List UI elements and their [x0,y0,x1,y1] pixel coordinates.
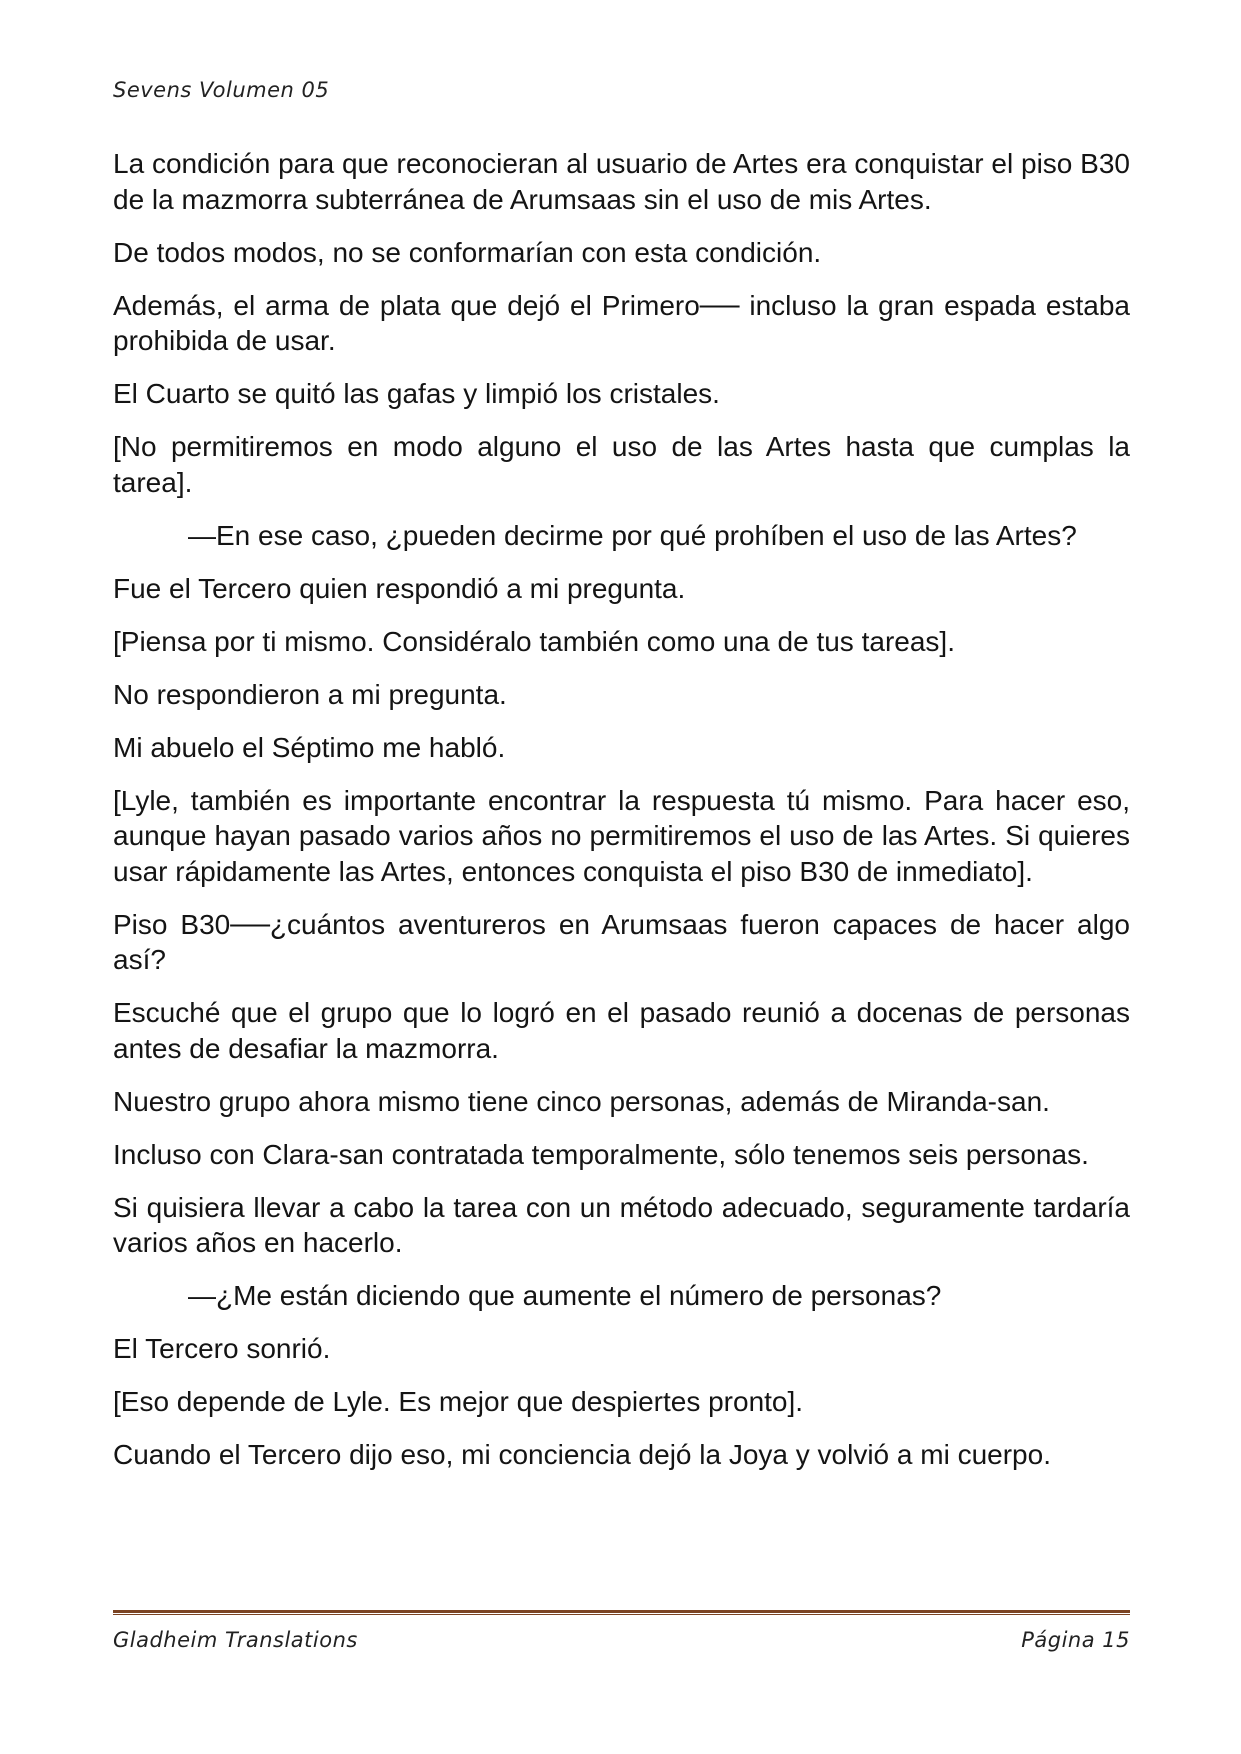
running-header: Sevens Volumen 05 [113,78,330,102]
paragraph: No respondieron a mi pregunta. [113,678,507,710]
paragraph: [Lyle, también es importante encontrar la respuesta tú mismo. Para hacer eso, aunque hayan pasado varios años no permitiremos el uso de las Artes. Si quieres usar rápidamente las Artes, entonces conquista el piso B30 de inmediato]. [113,784,1130,887]
paragraph: Piso B30──¿cuántos aventureros en Arumsaas fueron capaces de hacer algo así? [113,908,1130,975]
paragraph: De todos modos, no se conformarían con esta condición. [113,236,822,268]
paragraph: [No permitiremos en modo alguno el uso de las Artes hasta que cumplas la tarea]. [113,431,1130,498]
paragraph: Nuestro grupo ahora mismo tiene cinco personas, además de Miranda-san. [113,1085,1050,1117]
dialogue-line: —En ese caso, ¿pueden decirme por qué prohíben el uso de las Artes? [188,519,1077,551]
paragraph: El Tercero sonrió. [113,1333,331,1364]
paragraph: Escuché que el grupo que lo logró en el pasado reunió a docenas de personas antes de desafiar la mazmorra. [113,997,1130,1064]
paragraph: Cuando el Tercero dijo eso, mi conciencia dejó la Joya y volvió a mi cuerpo. [113,1439,1051,1470]
paragraph: Fue el Tercero quien respondió a mi pregunta. [113,572,686,604]
paragraph: La condición para que reconocieran al usuario de Artes era conquistar el piso B30 de la mazmorra subterránea de Arumsaas sin el uso de mis Artes. [113,148,1130,215]
footer-divider [113,1610,1130,1615]
body-text [113,146,1130,1490]
paragraph: Incluso con Clara-san contratada temporalmente, sólo tenemos seis personas. [113,1138,1089,1170]
page-number: Página 15 [1021,1628,1130,1652]
paragraph: Además, el arma de plata que dejó el Primero── incluso la gran espada estaba prohibida de usar. [113,289,1130,356]
paragraph: Mi abuelo el Séptimo me habló. [113,731,506,763]
paragraph: El Cuarto se quitó las gafas y limpió los cristales. [113,378,720,409]
paragraph: [Piensa por ti mismo. Considéralo también como una de tus tareas]. [113,625,955,657]
paragraph: Si quisiera llevar a cabo la tarea con un método adecuado, seguramente tardaría varios años en hacerlo. [113,1191,1130,1258]
dialogue-line: —¿Me están diciendo que aumente el número de personas? [188,1280,942,1311]
footer-credit: Gladheim Translations [113,1628,358,1652]
paragraph: [Eso depende de Lyle. Es mejor que despiertes pronto]. [113,1386,804,1417]
